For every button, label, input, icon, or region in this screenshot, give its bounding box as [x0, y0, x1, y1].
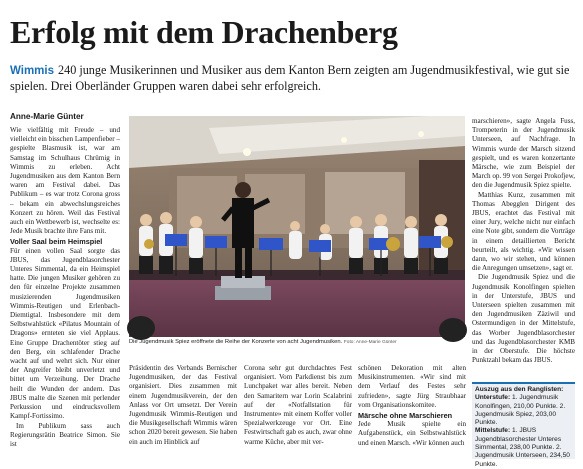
- article-column-4: [358, 364, 466, 459]
- paragraph: Für einen vollen Saal sorgte das JBUS, das Jugendblasorchester Unteres Simmental, da ein Heimspiel hatte. Die jungen Musiker gehören zu den für einzelne Projekte zusammen musizierenden Jugendmusiken Wimmis-Reutigen und Erlenbach-Diemtigtal. Insbesondere mit dem Selbstwahlstück «Pilatus Mountain of Dragons» ernteten sie viel Applaus. Eine Gruppe Drachentöter stieg auf den Berg, ein schlafender Drache wacht auf und wehrt sich. Nur einer der Angreifer bleibt unverletzt und bittet um Verzeihung. Der Drache heilt die Wunden der andern. Das JBUS malte die Szenen mit perlender Perkussion und eindrucksvollem Kampf-Fortissimo.: [10, 246, 120, 421]
- concert-photo: [129, 116, 465, 337]
- caption-text: Die Jugendmusik Spiez eröffnete die Reihe der Konzerte von acht Jugendmusiken.: [129, 339, 343, 345]
- article-column-2: [129, 364, 237, 459]
- photo-credit: Foto: Anne-Marie Günter: [343, 340, 397, 345]
- subheading: Voller Saal beim Heimspiel: [10, 237, 103, 247]
- lead-text: 240 junge Musikerinnen und Musiker aus dem Kanton Bern zeigten am Jugendmusikfestival, wie gut sie spielen. Drei Oberländer Gruppen waren dabei sehr erfolgreich.: [10, 63, 570, 93]
- ranking-text: 1. JBUS Jugendblasorchester Unteres Simmental, 238,00 Punkte. 2. Jugendmusik Unterseen, 234,50 Punkte.: [475, 427, 570, 468]
- paragraph: schönen Dekoration mit alten Musikinstrumenten. «Wir sind mit dem Verlauf des Festes sehr zufrieden», sagte Jürg Straubhaar vom Organisationskomitee.: [358, 364, 466, 409]
- ranking-text: 1. Jugendmusik Konolfingen, 210,00 Punkte. 2. Jugendmusik Spiez, 203,00 Punkte.: [475, 394, 566, 427]
- photo-caption: [129, 339, 465, 346]
- subheading: Märsche ohne Marschieren: [358, 411, 453, 421]
- article-column-3: [244, 364, 352, 459]
- concert-photo-illustration: [129, 116, 465, 337]
- paragraph: Corona sehr gut durchdachtes Fest organisiert. Vom Parkdienst bis zum Lunchpaket war alles bereit. Neben den Samaritern war Lorin Scalabrini auf der «Notfallstation für Instrumente» mit einem Koffer voller Spezialwerkzeuge vor Ort. Eine Festwirtschaft gab es auch, zwar ohne warme Küche, aber mit ver-: [244, 364, 352, 446]
- ranking-label: Unterstufe:: [475, 394, 511, 402]
- paragraph: Präsidentin des Verbands Bernischer Jugendmusiken, der das Festival organisiert. Dies zusammen mit einem Jugendmusikverein, der den Anlass vor Ort umsetzt. Der Verein Jugendmusik Wimmis-Reutigen und die Musikgesellschaft Wimmis wären schon 2020 bereit gewesen. Sie haben ein auch im Hinblick auf: [129, 364, 237, 446]
- ranking-box: [472, 382, 575, 468]
- article-column-5: [472, 117, 575, 379]
- paragraph: Im Publikum sass auch Regierungsrätin Beatrice Simon. Sie ist: [10, 421, 120, 448]
- paragraph: Die Jugendmusik Spiez und die Jugendmusik Konolfingen spielten in der Unterstufe, JBUS und Unterseen spielten zusammen mit den Jugendmusiken Zäziwil und Ostermundigen in der Mittelstufe, das Worber Jugendblasorchester und das Jugendblasorchester KMB in der Oberstufe. Die höchste Punktzahl bekam das JBUS.: [472, 273, 575, 365]
- byline: Anne-Marie Günter: [10, 112, 84, 121]
- headline: Erfolg mit dem Drachenberg: [10, 14, 398, 50]
- paragraph: Wie vielfältig mit Freude – und vielleicht ein bisschen Lampenfieber – gespielte Blasmusik ist, war am Samstag im Schulhaus Chrümig in Wimmis zu erleben. Acht Jugendmusiken aus dem Kanton Bern waren am Festival dabei. Das Publikum – es war trotz Corona gross – bekam ein abwechslungsreiches Konzert zu hören. Weil das Festival auch ein Wettbewerb ist, wechselte es: Jede Musik brachte ihre Fans mit.: [10, 126, 120, 236]
- ranking-label: Mittelstufe:: [475, 427, 511, 435]
- ranking-line-unterstufe: [475, 394, 572, 427]
- article-column-1: [10, 126, 120, 456]
- paragraph: Jede Musik spielte ein Aufgabenstück, ein Selbstwahlstück und einen Marsch. «Wir können auch: [358, 420, 466, 447]
- paragraph: marschieren», sagte Angela Fuss, Trompeterin in der Jugendmusik Unterseen, auf Nachfrage. In Wimmis wurde der Marsch sitzend gespielt, und es waren konzertante Märsche, wie zum Beispiel der March op. 99 von Sergei Prokofjew, den die Jugendmusik Spiez spielte.: [472, 117, 575, 190]
- ranking-line-mittelstufe: [475, 427, 572, 468]
- location-kicker: Wimmis: [10, 65, 54, 77]
- paragraph: Matthias Kunz, zusammen mit Thomas Abegglen Dirigent des JBUS, erachtet das Festival mit einer Jury, welche nicht nur einfach eine Note gibt, sondern die Vorträge in einem detaillierten Bericht beurteilt, als wichtig. «Wir wissen dann, wo wir stehen, und können die Anregungen umsetzen», sagt er.: [472, 190, 575, 273]
- ranking-title: Auszug aus den Ranglisten:: [475, 386, 564, 393]
- lead-paragraph: [10, 63, 575, 94]
